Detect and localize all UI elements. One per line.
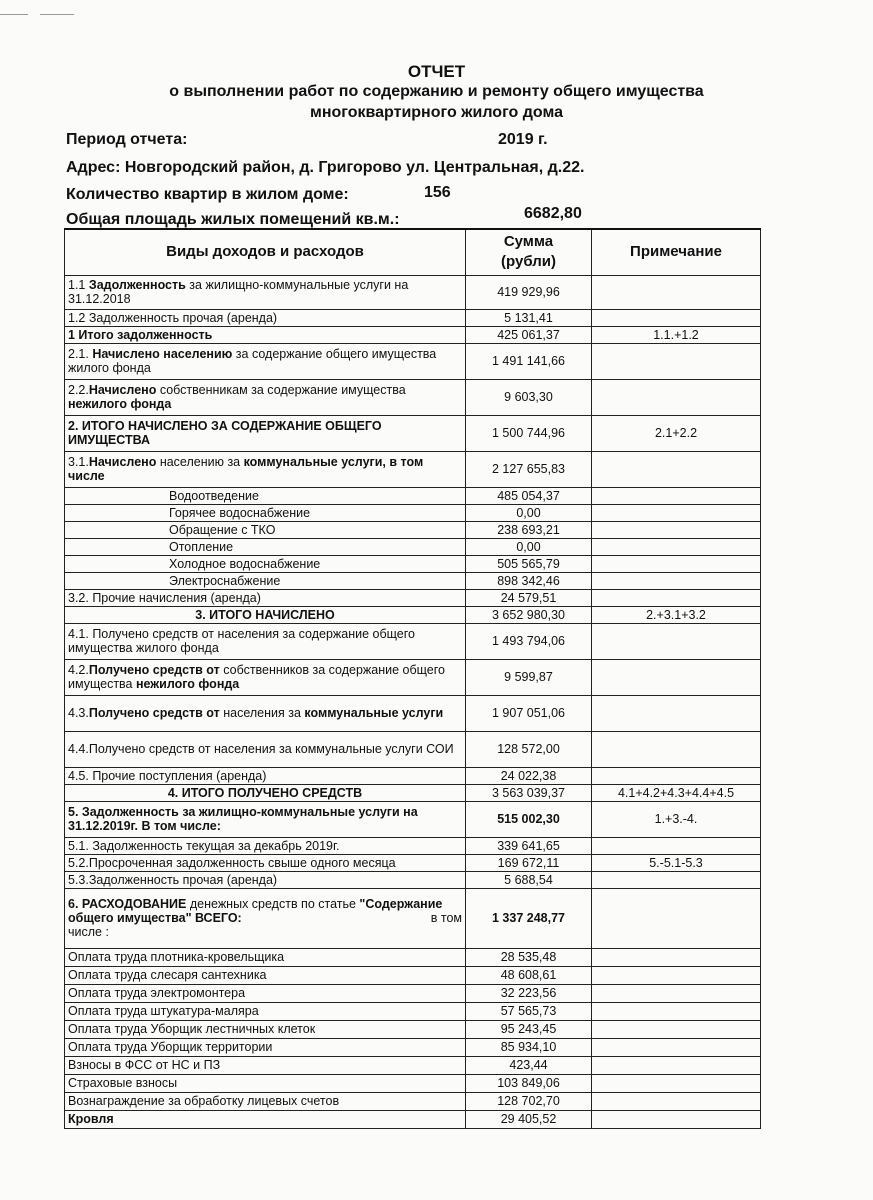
row-description [65, 572, 466, 589]
row-amount: 48 608,61 [466, 966, 592, 984]
row-text: Оплата труда плотника-кровельщика [68, 950, 285, 964]
document-subtitle-line2: многоквартирного жилого дома [310, 104, 563, 121]
row-text: населения за [219, 706, 305, 720]
table-row [65, 572, 761, 589]
row-text: собственникам за содержание имущества [156, 383, 406, 397]
row-text: Оплата труда Уборщик территории [68, 1040, 273, 1054]
row-text: 5.1. Задолженность текущая за декабрь 2019г. [68, 838, 340, 853]
row-amount: 1 493 794,06 [466, 623, 592, 659]
row-note [592, 487, 761, 504]
row-note [592, 871, 761, 888]
row-text: Обращение с ТКО [169, 522, 276, 537]
row-amount: 32 223,56 [466, 984, 592, 1002]
table-row [65, 801, 761, 837]
row-note [592, 659, 761, 695]
row-amount: 1 491 141,66 [466, 343, 592, 379]
area-label: Общая площадь жилых помещений кв.м.: [66, 211, 400, 228]
report-table [64, 228, 761, 1129]
row-note [592, 451, 761, 487]
table-row [65, 538, 761, 555]
sum-header-line2: (рубли) [501, 253, 556, 271]
row-description [65, 731, 466, 767]
row-note [592, 538, 761, 555]
row-text: 5. Задолженность за жилищно-коммунальные услуги на 31.12.2019г. В том числе: [68, 805, 418, 833]
row-description [65, 606, 466, 623]
row-text: Холодное водоснабжение [169, 556, 321, 571]
row-text: 4.4.Получено средств от населения за коммунальные услуги СОИ [68, 742, 454, 756]
table-row [65, 606, 761, 623]
row-text: Отопление [169, 539, 234, 554]
row-note [592, 837, 761, 854]
row-text: 4.1. Получено средств от населения за содержание общего имущества жилого фонда [68, 627, 415, 655]
table-row [65, 1092, 761, 1110]
row-note [592, 1038, 761, 1056]
address: Адрес: Новгородский район, д. Григорово ул. Центральная, д.22. [66, 159, 585, 176]
row-text: 4. ИТОГО ПОЛУЧЕНО СРЕДСТВ [167, 785, 363, 800]
table-row [65, 695, 761, 731]
row-description [65, 326, 466, 343]
row-text: за содержание общего имущества жилого фонда [68, 347, 437, 375]
row-description [65, 888, 466, 948]
row-note [592, 1074, 761, 1092]
row-text: 1 Итого задолженность [68, 327, 213, 342]
column-header-sum [466, 229, 592, 275]
row-text: 1.1 [68, 278, 89, 292]
table-row [65, 784, 761, 801]
row-description [65, 555, 466, 572]
row-note [592, 1020, 761, 1038]
row-note [592, 1002, 761, 1020]
row-amount: 9 603,30 [466, 379, 592, 415]
apartments-value: 156 [424, 184, 451, 201]
row-text: Вознаграждение за обработку лицевых счетов [68, 1094, 340, 1108]
area-value: 6682,80 [524, 205, 582, 222]
row-note [592, 504, 761, 521]
row-text: Горячее водоснабжение [169, 505, 311, 520]
row-text: собственников за содержание общего имущества [68, 663, 445, 691]
table-row [65, 948, 761, 966]
row-text: 2.2. [68, 383, 89, 397]
table-row [65, 415, 761, 451]
row-note [592, 1056, 761, 1074]
row-description [65, 1020, 466, 1038]
table-row [65, 888, 761, 948]
row-text: коммунальные услуги [304, 706, 444, 720]
row-text: Взносы в ФСС от НС и ПЗ [68, 1058, 221, 1072]
row-note [592, 309, 761, 326]
row-text: Оплата труда Уборщик лестничных клеток [68, 1022, 316, 1036]
row-description [65, 837, 466, 854]
row-note [592, 623, 761, 659]
row-amount: 128 572,00 [466, 731, 592, 767]
row-text: Начислено [88, 383, 157, 397]
table-row [65, 1038, 761, 1056]
row-note [592, 984, 761, 1002]
row-note [592, 767, 761, 784]
row-amount: 2 127 655,83 [466, 451, 592, 487]
row-text: 5.3.Задолженность прочая (аренда) [68, 872, 278, 887]
row-amount: 103 849,06 [466, 1074, 592, 1092]
scan-mark [0, 14, 28, 15]
row-amount: 238 693,21 [466, 521, 592, 538]
row-amount: 1 337 248,77 [466, 888, 592, 948]
row-text: нежилого фонда [135, 677, 240, 691]
row-text: 6. РАСХОДОВАНИЕ [68, 897, 190, 911]
row-amount: 29 405,52 [466, 1110, 592, 1128]
row-text: Начислено населению [92, 347, 233, 361]
row-text: населению за [156, 455, 244, 469]
row-description [65, 538, 466, 555]
row-text: 2. ИТОГО НАЧИСЛЕНО ЗА СОДЕРЖАНИЕ ОБЩЕГО ИМУЩЕСТВА [68, 419, 382, 447]
row-description [65, 659, 466, 695]
row-text: 4.2. [68, 663, 89, 677]
row-text: денежных средств по статье [189, 897, 360, 911]
row-text: Оплата труда электромонтера [68, 986, 246, 1000]
row-note: 2.+3.1+3.2 [592, 606, 761, 623]
row-note [592, 948, 761, 966]
row-amount: 57 565,73 [466, 1002, 592, 1020]
row-text: Оплата труда слесаря сантехника [68, 968, 267, 982]
row-description [65, 1038, 466, 1056]
row-note [592, 1110, 761, 1128]
row-amount: 0,00 [466, 504, 592, 521]
row-description [65, 854, 466, 871]
row-amount: 1 500 744,96 [466, 415, 592, 451]
row-description [65, 784, 466, 801]
row-description [65, 1056, 466, 1074]
row-description [65, 1110, 466, 1128]
table-row [65, 451, 761, 487]
row-text: нежилого фонда [68, 397, 172, 411]
row-amount: 0,00 [466, 538, 592, 555]
row-note: 1.1.+1.2 [592, 326, 761, 343]
row-text: числе : [68, 925, 109, 939]
table-row [65, 521, 761, 538]
table-row [65, 854, 761, 871]
row-note: 5.-5.1-5.3 [592, 854, 761, 871]
row-description [65, 1002, 466, 1020]
row-amount: 423,44 [466, 1056, 592, 1074]
row-note [592, 966, 761, 984]
row-amount: 505 565,79 [466, 555, 592, 572]
row-description [65, 504, 466, 521]
row-amount: 169 672,11 [466, 854, 592, 871]
row-description [65, 695, 466, 731]
row-description [65, 309, 466, 326]
table-row [65, 1110, 761, 1128]
row-amount: 425 061,37 [466, 326, 592, 343]
row-amount: 515 002,30 [466, 801, 592, 837]
table-row [65, 275, 761, 309]
document-subtitle-line1: о выполнении работ по содержанию и ремонту общего имущества [169, 83, 704, 100]
table-row [65, 1056, 761, 1074]
row-text: Водоотведение [169, 488, 259, 503]
table-row [65, 379, 761, 415]
table-row [65, 659, 761, 695]
row-description [65, 379, 466, 415]
row-text: 4.3. [68, 706, 89, 720]
row-description [65, 521, 466, 538]
table-row [65, 1020, 761, 1038]
row-description [65, 871, 466, 888]
row-text: Начислено [88, 455, 157, 469]
row-description [65, 275, 466, 309]
row-note [592, 1092, 761, 1110]
row-note [592, 731, 761, 767]
row-amount: 3 652 980,30 [466, 606, 592, 623]
row-amount: 85 934,10 [466, 1038, 592, 1056]
row-amount: 28 535,48 [466, 948, 592, 966]
row-note: 1.+3.-4. [592, 801, 761, 837]
row-description [65, 801, 466, 837]
table-row [65, 309, 761, 326]
row-amount: 24 579,51 [466, 589, 592, 606]
apartments-label: Количество квартир в жилом доме: [66, 186, 349, 203]
row-text: 3.1. [68, 455, 89, 469]
table-row [65, 731, 761, 767]
row-note [592, 888, 761, 948]
row-note [592, 572, 761, 589]
row-text: 1.2 Задолженность прочая (аренда) [68, 310, 278, 325]
table-row [65, 623, 761, 659]
sum-header-line1: Сумма [503, 233, 554, 251]
row-amount: 24 022,38 [466, 767, 592, 784]
row-text: Получено средств от [88, 706, 220, 720]
table-row [65, 326, 761, 343]
row-amount: 9 599,87 [466, 659, 592, 695]
table-body [65, 275, 761, 1128]
table-row [65, 1074, 761, 1092]
row-text: Оплата труда штукатура-маляра [68, 1004, 259, 1018]
row-text: "Содержание общего имущества" ВСЕГО: [68, 897, 443, 925]
row-text: Страховые взносы [68, 1076, 178, 1090]
row-note [592, 589, 761, 606]
row-amount: 1 907 051,06 [466, 695, 592, 731]
row-text: 5.2.Просроченная задолженность свыше одного месяца [68, 855, 396, 870]
row-description [65, 984, 466, 1002]
row-note [592, 695, 761, 731]
period-value: 2019 г. [498, 131, 548, 148]
row-note [592, 521, 761, 538]
table-row [65, 504, 761, 521]
row-text: 2.1. [68, 347, 93, 361]
row-note [592, 275, 761, 309]
row-text: Электроснабжение [169, 573, 281, 588]
table-row [65, 871, 761, 888]
row-note [592, 555, 761, 572]
table-row [65, 589, 761, 606]
row-description [65, 1074, 466, 1092]
row-amount: 5 131,41 [466, 309, 592, 326]
row-text: коммунальные услуги, в том числе [68, 455, 424, 483]
row-amount: 5 688,54 [466, 871, 592, 888]
row-description [65, 966, 466, 984]
row-amount: 419 929,96 [466, 275, 592, 309]
table-row [65, 767, 761, 784]
row-description [65, 487, 466, 504]
column-header-items: Виды доходов и расходов [65, 229, 466, 275]
row-amount: 3 563 039,37 [466, 784, 592, 801]
table-row [65, 837, 761, 854]
row-text: Задолженность [88, 278, 186, 292]
row-amount: 339 641,65 [466, 837, 592, 854]
row-note: 2.1+2.2 [592, 415, 761, 451]
table-row [65, 487, 761, 504]
table-row [65, 555, 761, 572]
row-description [65, 415, 466, 451]
row-amount: 95 243,45 [466, 1020, 592, 1038]
row-description [65, 343, 466, 379]
row-description [65, 948, 466, 966]
document-title: ОТЧЕТ [407, 62, 466, 81]
row-text: в том [430, 911, 462, 925]
row-amount: 898 342,46 [466, 572, 592, 589]
period-label: Период отчета: [66, 131, 188, 148]
row-note [592, 379, 761, 415]
row-text: 3. ИТОГО НАЧИСЛЕНО [195, 607, 335, 622]
row-note [592, 343, 761, 379]
row-text: Получено средств от [88, 663, 220, 677]
row-description [65, 1092, 466, 1110]
column-header-note: Примечание [592, 229, 761, 275]
row-text: 3.2. Прочие начисления (аренда) [68, 590, 261, 605]
row-description [65, 589, 466, 606]
row-description [65, 451, 466, 487]
row-amount: 485 054,37 [466, 487, 592, 504]
row-note: 4.1+4.2+4.3+4.4+4.5 [592, 784, 761, 801]
row-text: Кровля [68, 1112, 114, 1126]
table-row [65, 966, 761, 984]
row-description [65, 767, 466, 784]
row-amount: 128 702,70 [466, 1092, 592, 1110]
table-row [65, 343, 761, 379]
scan-mark [40, 14, 74, 15]
table-row [65, 1002, 761, 1020]
row-description [65, 623, 466, 659]
row-text: 4.5. Прочие поступления (аренда) [68, 768, 267, 783]
row-text: за жилищно-коммунальные услуги на 31.12.2018 [68, 278, 409, 306]
table-row [65, 984, 761, 1002]
